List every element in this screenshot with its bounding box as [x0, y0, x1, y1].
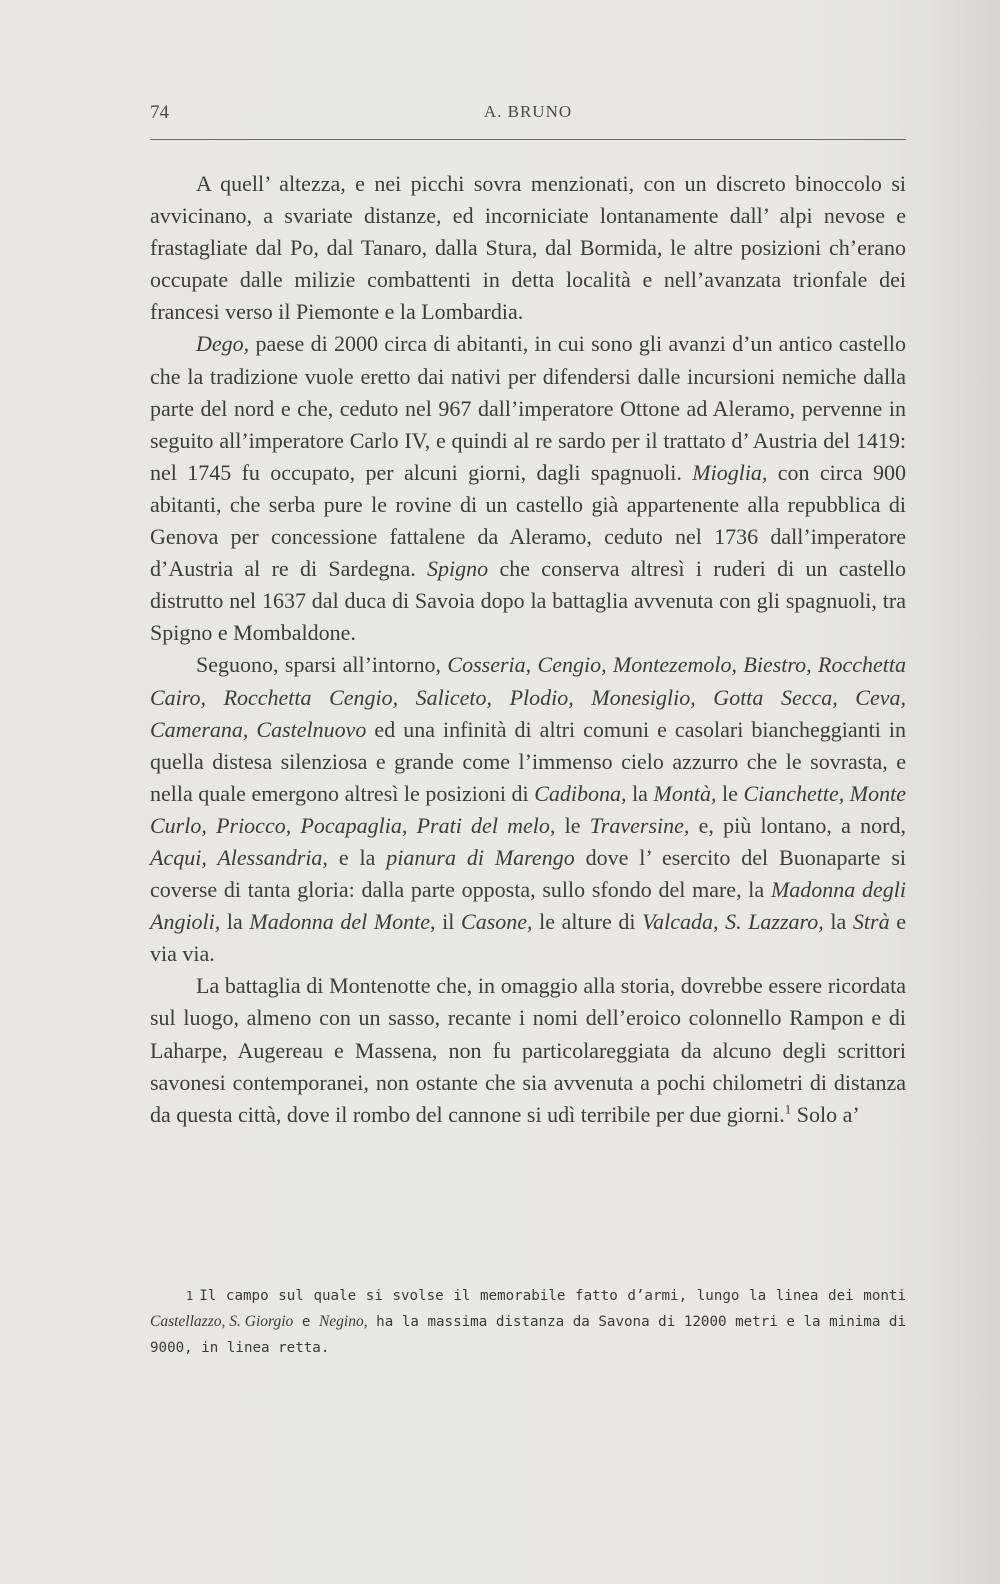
p3-places-k: Valcada, S. Lazzaro,	[642, 909, 824, 935]
footnote-place-negino: Negino,	[318, 1313, 368, 1330]
p3-text-c: la	[626, 780, 654, 806]
page-number: 74	[150, 102, 169, 123]
p3-place-casone: Casone,	[461, 909, 533, 935]
p3-places-d: Cianchette, Monte Curlo, Priocco, Pocapaglia, Prati del melo,	[150, 780, 906, 838]
place-spigno: Spigno	[427, 556, 489, 582]
p3-place-stra: Strà	[852, 909, 890, 935]
paragraph-3	[150, 649, 906, 970]
p3-place-madonna-angioli: Madonna degli Angioli,	[150, 877, 906, 935]
p3-text-e: le	[555, 812, 590, 838]
paragraph-4	[150, 970, 906, 1130]
p4-text: La battaglia di Montenotte che, in omaggio alla storia, dovrebbe essere ricordata sul luogo, almeno con un sasso, recante i nomi dell’eroico colonnello Rampon e di Laharpe, Augereau e Massena, non fu particolareggiata da alcuno degli scrittori savonesi contemporanei, non ostante che sia avvenuta a pochi chilometri di distanza da questa città, dove il rombo del cannone si udì terribile per due giorni.	[150, 973, 906, 1127]
p3-text-a: Seguono, sparsi all’intorno,	[196, 652, 448, 678]
paragraph-2-text-c: che conserva altresì i ruderi di un castello distrutto nel 1637 dal duca di Savoia dopo la battaglia avvenuta con gli spagnuoli, tra Spigno e Mombaldone.	[150, 556, 906, 646]
paragraph-2	[150, 328, 906, 649]
paragraph-2-text-b: con circa 900 abitanti, che serba pure le rovine di un castello già appartenente alla repubblica di Genova per concessione fattalene da Aleramo, ceduto nel 1736 dall’imperatore d’Austria al re di Sardegna.	[150, 459, 907, 582]
p3-text-g: e la	[327, 844, 387, 870]
p3-place-cadibona: Cadibona,	[534, 780, 627, 806]
body-text	[150, 168, 906, 1131]
p4-text-after: Solo a’	[791, 1101, 860, 1127]
p3-places-f: Acqui, Alessandria,	[150, 844, 328, 870]
p3-text-b: ed una infinità di altri comuni e casolari biancheggianti in quella distesa silenziosa e grande come l’immenso cielo azzurro che le sovrasta, e nella quale emergono altresì le posizioni di	[150, 716, 906, 806]
p3-place-madonna-monte: Madonna del Monte,	[249, 909, 436, 935]
p3-places-a: Cosseria, Cengio, Montezemolo, Biestro, Rocchetta Cairo, Rocchetta Cengio, Saliceto, Plodio, Monesiglio, Gotta Secca, Ceva, Camerana, Castelnuovo	[150, 652, 906, 742]
footnote-reference[interactable]: 1	[784, 1101, 792, 1117]
footnote-places-a: Castellazzo, S. Giorgio	[150, 1313, 294, 1330]
paragraph-2-text-a: paese di 2000 circa di abitanti, in cui sono gli avanzi d’un antico castello che la tradizione vuole eretto dai nativi per difendersi dalle incursioni nemiche dalla parte del nord e che, ceduto nel 967 dall’imperatore Ottone ad Aleramo, pervenne in seguito all’imperatore Carlo IV, e quindi al re sardo per il trattato d’ Austria del 1419: nel 1745 fu occupato, per alcuni giorni, dagli spagnuoli.	[150, 331, 906, 485]
p3-place-traversine: Traversine,	[589, 812, 690, 838]
p3-place-monta: Montà,	[653, 780, 717, 806]
footnote-text-a: Il campo sul quale si svolse il memorabile fatto d’armi, lungo la linea dei monti	[199, 1288, 906, 1304]
p3-text-j: il	[435, 909, 462, 935]
footnote-text-c: ha la massima distanza da Savona di 12000 metri e la minima di 9000, in linea retta.	[150, 1314, 907, 1356]
p3-text-f: e, più lontano, a nord,	[689, 812, 906, 838]
p3-place-marengo: pianura di Marengo	[386, 844, 575, 870]
header-rule	[150, 139, 906, 140]
p3-text-l: la	[823, 909, 853, 935]
p3-text-m: e via via.	[150, 909, 906, 967]
place-dego: Dego,	[196, 331, 250, 357]
footnote-text-b: e	[293, 1314, 319, 1330]
p3-text-k: le alture di	[532, 909, 643, 935]
footnote	[150, 1283, 906, 1361]
p3-text-i: la	[220, 909, 250, 935]
running-head: A. BRUNO	[483, 102, 573, 121]
footnote-number: 1	[186, 1289, 194, 1303]
p3-text-h: dove l’ esercito del Buonaparte si coverse di tanta gloria: dalla parte opposta, sullo sfondo del mare, la	[150, 844, 907, 903]
paragraph-1: A quell’ altezza, e nei picchi sovra menzionati, con un discreto binoccolo si avvicinano, a svariate distanze, ed incorniciate lontanamente dall’ alpi nevose e frastagliate dal Po, dal Tanaro, dalla Stura, dal Bormida, le altre posizioni ch’erano occupate dalle milizie combattenti in detta località e nell’avanzata trionfale dei francesi verso il Piemonte e la Lombardia.	[150, 171, 906, 325]
page-header	[150, 100, 906, 128]
p3-text-d: le	[716, 780, 744, 806]
place-mioglia: Mioglia,	[692, 459, 768, 485]
